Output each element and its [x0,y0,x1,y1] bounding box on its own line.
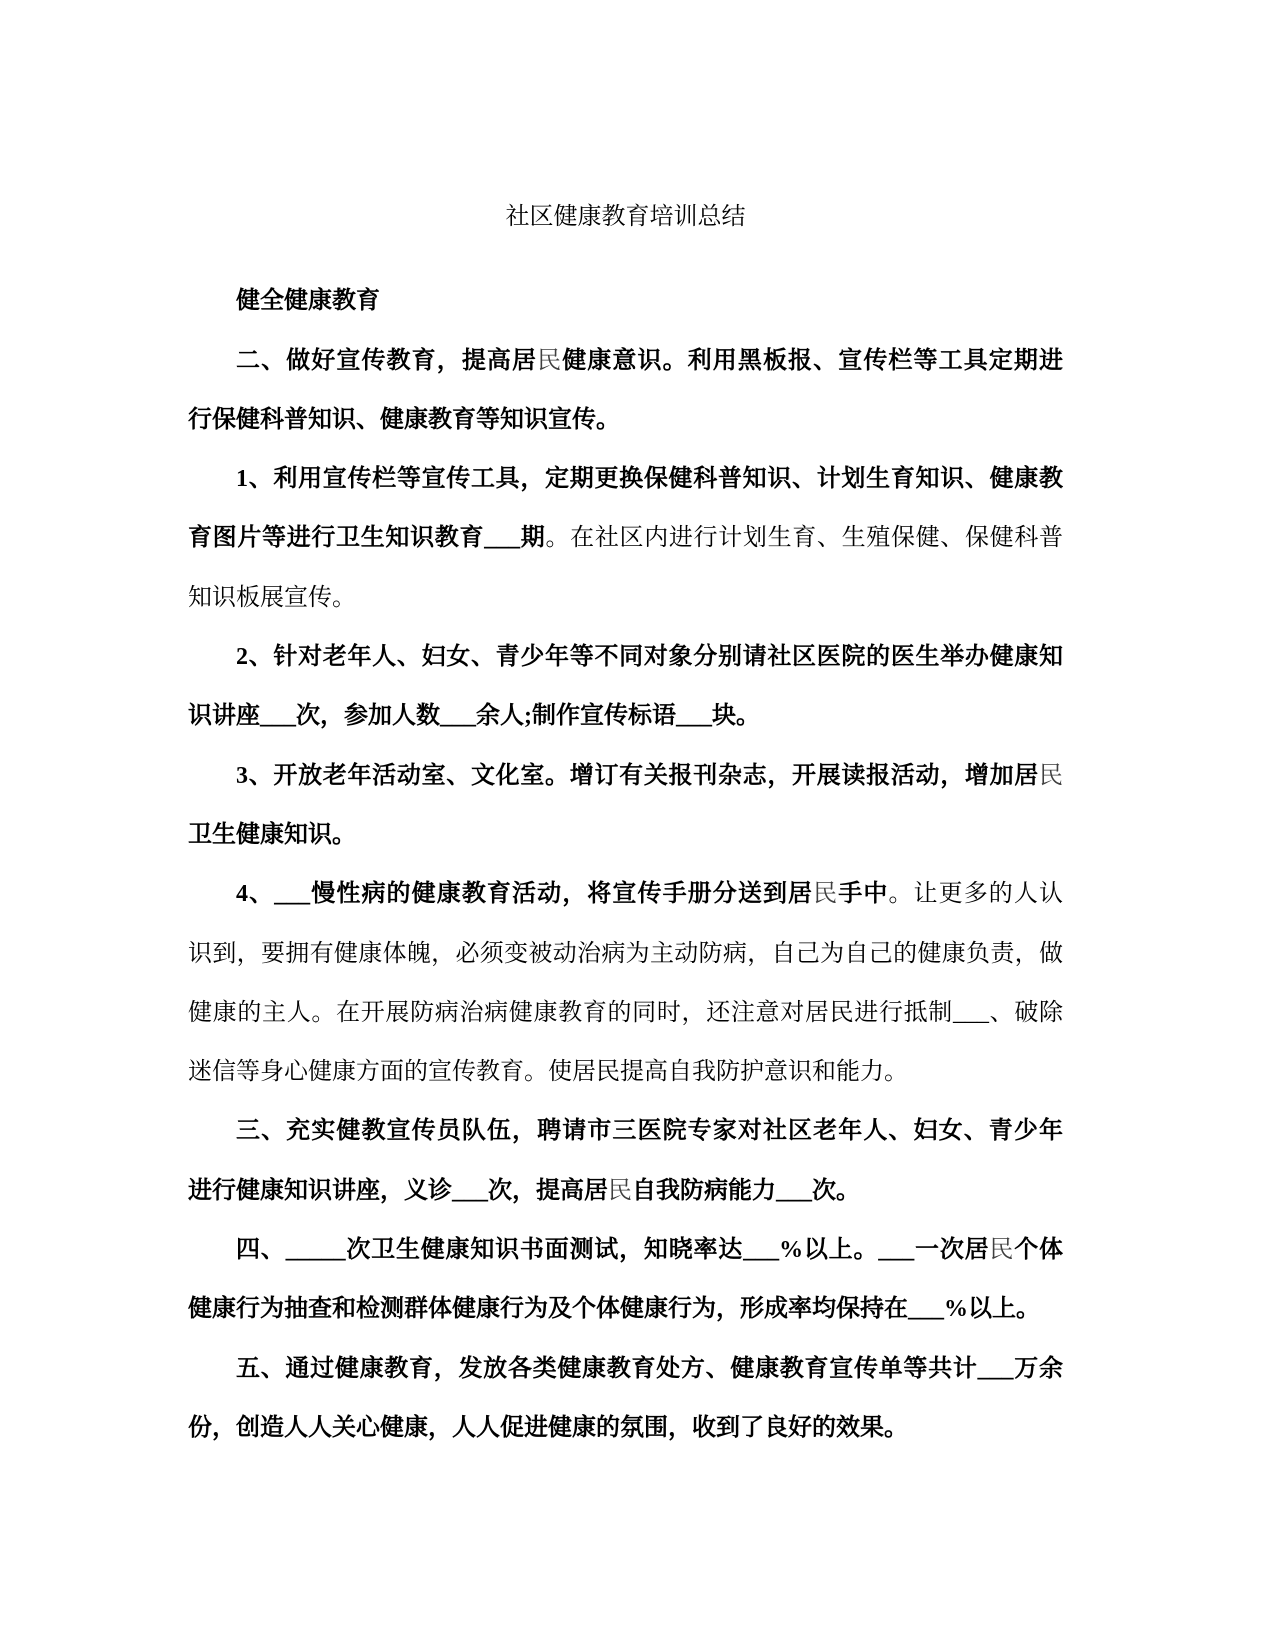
text-line [188,1043,1063,1102]
bold-text-run: 份，创造人人关心健康，人人促进健康的氛围，收到了良好的效果。 [188,1414,908,1441]
text-line [188,450,1063,509]
bold-text-run: 四、_____次卫生健康知识书面测试，知晓率达___%以上。___一次居 [236,1237,990,1264]
text-line [188,1102,1063,1161]
bold-text-run: 二、做好宣传教育，提高居 [236,347,538,374]
light-glyph-run: 民 [1039,762,1063,789]
bold-text-run: 个体 [1014,1237,1064,1264]
bold-text-run: 三、充实健教宣传员队伍，聘请市三医院专家对社区老年人、妇女、青少年 [236,1118,1063,1145]
light-glyph-run: 民 [813,881,839,908]
text-line [188,925,1063,984]
bold-text-run: 健康行为抽查和检测群体健康行为及个体健康行为，形成率均保持在___%以上。 [188,1296,1040,1323]
bold-text-run: 2、针对老年人、妇女、青少年等不同对象分别请社区医院的医生举办健康知 [236,644,1063,671]
bold-text-run: 3、开放老年活动室、文化室。增订有关报刊杂志，开展读报活动，增加居 [236,762,1039,789]
bold-text-run: 自我防病能力___次。 [632,1177,860,1204]
text-line [188,1340,1063,1399]
bold-text-run: 五、通过健康教育，发放各类健康教育处方、健康教育宣传单等共计___万余 [236,1355,1063,1382]
bold-text-run: 手中 [838,881,889,908]
text-run: 健康的主人。在开展防病治病健康教育的同时，还注意对居民进行抵制___、破除 [188,999,1063,1026]
text-line [188,984,1063,1043]
bold-text-run: 进行健康知识讲座，义诊___次，提高居 [188,1177,608,1204]
light-glyph-run: 民 [989,1237,1015,1264]
text-line [188,509,1063,568]
text-run: 知识板展宣传。 [188,584,356,611]
bold-text-run: 行保健科普知识、健康教育等知识宣传。 [188,406,620,433]
light-glyph-run: 民 [608,1177,632,1204]
text-run: 迷信等身心健康方面的宣传教育。使居民提高自我防护意识和能力。 [188,1059,908,1086]
bold-text-run: 4、___慢性病的健康教育活动，将宣传手册分送到居 [236,881,814,908]
text-line [188,1399,1063,1458]
text-line [188,747,1063,806]
text-line [188,569,1063,628]
document-title [188,188,1063,247]
text-line [188,391,1063,450]
light-glyph-run: 民 [537,347,563,374]
text-line [188,1162,1063,1221]
document-body [188,188,1063,1458]
text-line [188,628,1063,687]
text-line [188,806,1063,865]
text-line [188,865,1063,924]
text-line [188,1280,1063,1339]
bold-text-run: 健全健康教育 [236,288,380,315]
text-run: 识到，要拥有健康体魄，必须变被动治病为主动防病，自己为自己的健康负责，做 [188,940,1063,967]
text-run: 。在社区内进行计划生育、生殖保健、保健科普 [545,525,1064,552]
text-line [188,332,1063,391]
bold-text-run: 育图片等进行卫生知识教育___期 [188,525,546,552]
bold-text-run: 健康意识。利用黑板报、宣传栏等工具定期进 [562,347,1063,374]
bold-text-run: 卫生健康知识。 [188,821,356,848]
text-line [188,272,1063,331]
text-line [188,1221,1063,1280]
text-run: 社区健康教育培训总结 [505,204,746,230]
text-run: 。让更多的人认 [888,881,1063,908]
text-line [188,687,1063,746]
bold-text-run: 识讲座___次，参加人数___余人;制作宣传标语___块。 [188,703,760,730]
bold-text-run: 1、利用宣传栏等宣传工具，定期更换保健科普知识、计划生育知识、健康教 [236,466,1063,493]
